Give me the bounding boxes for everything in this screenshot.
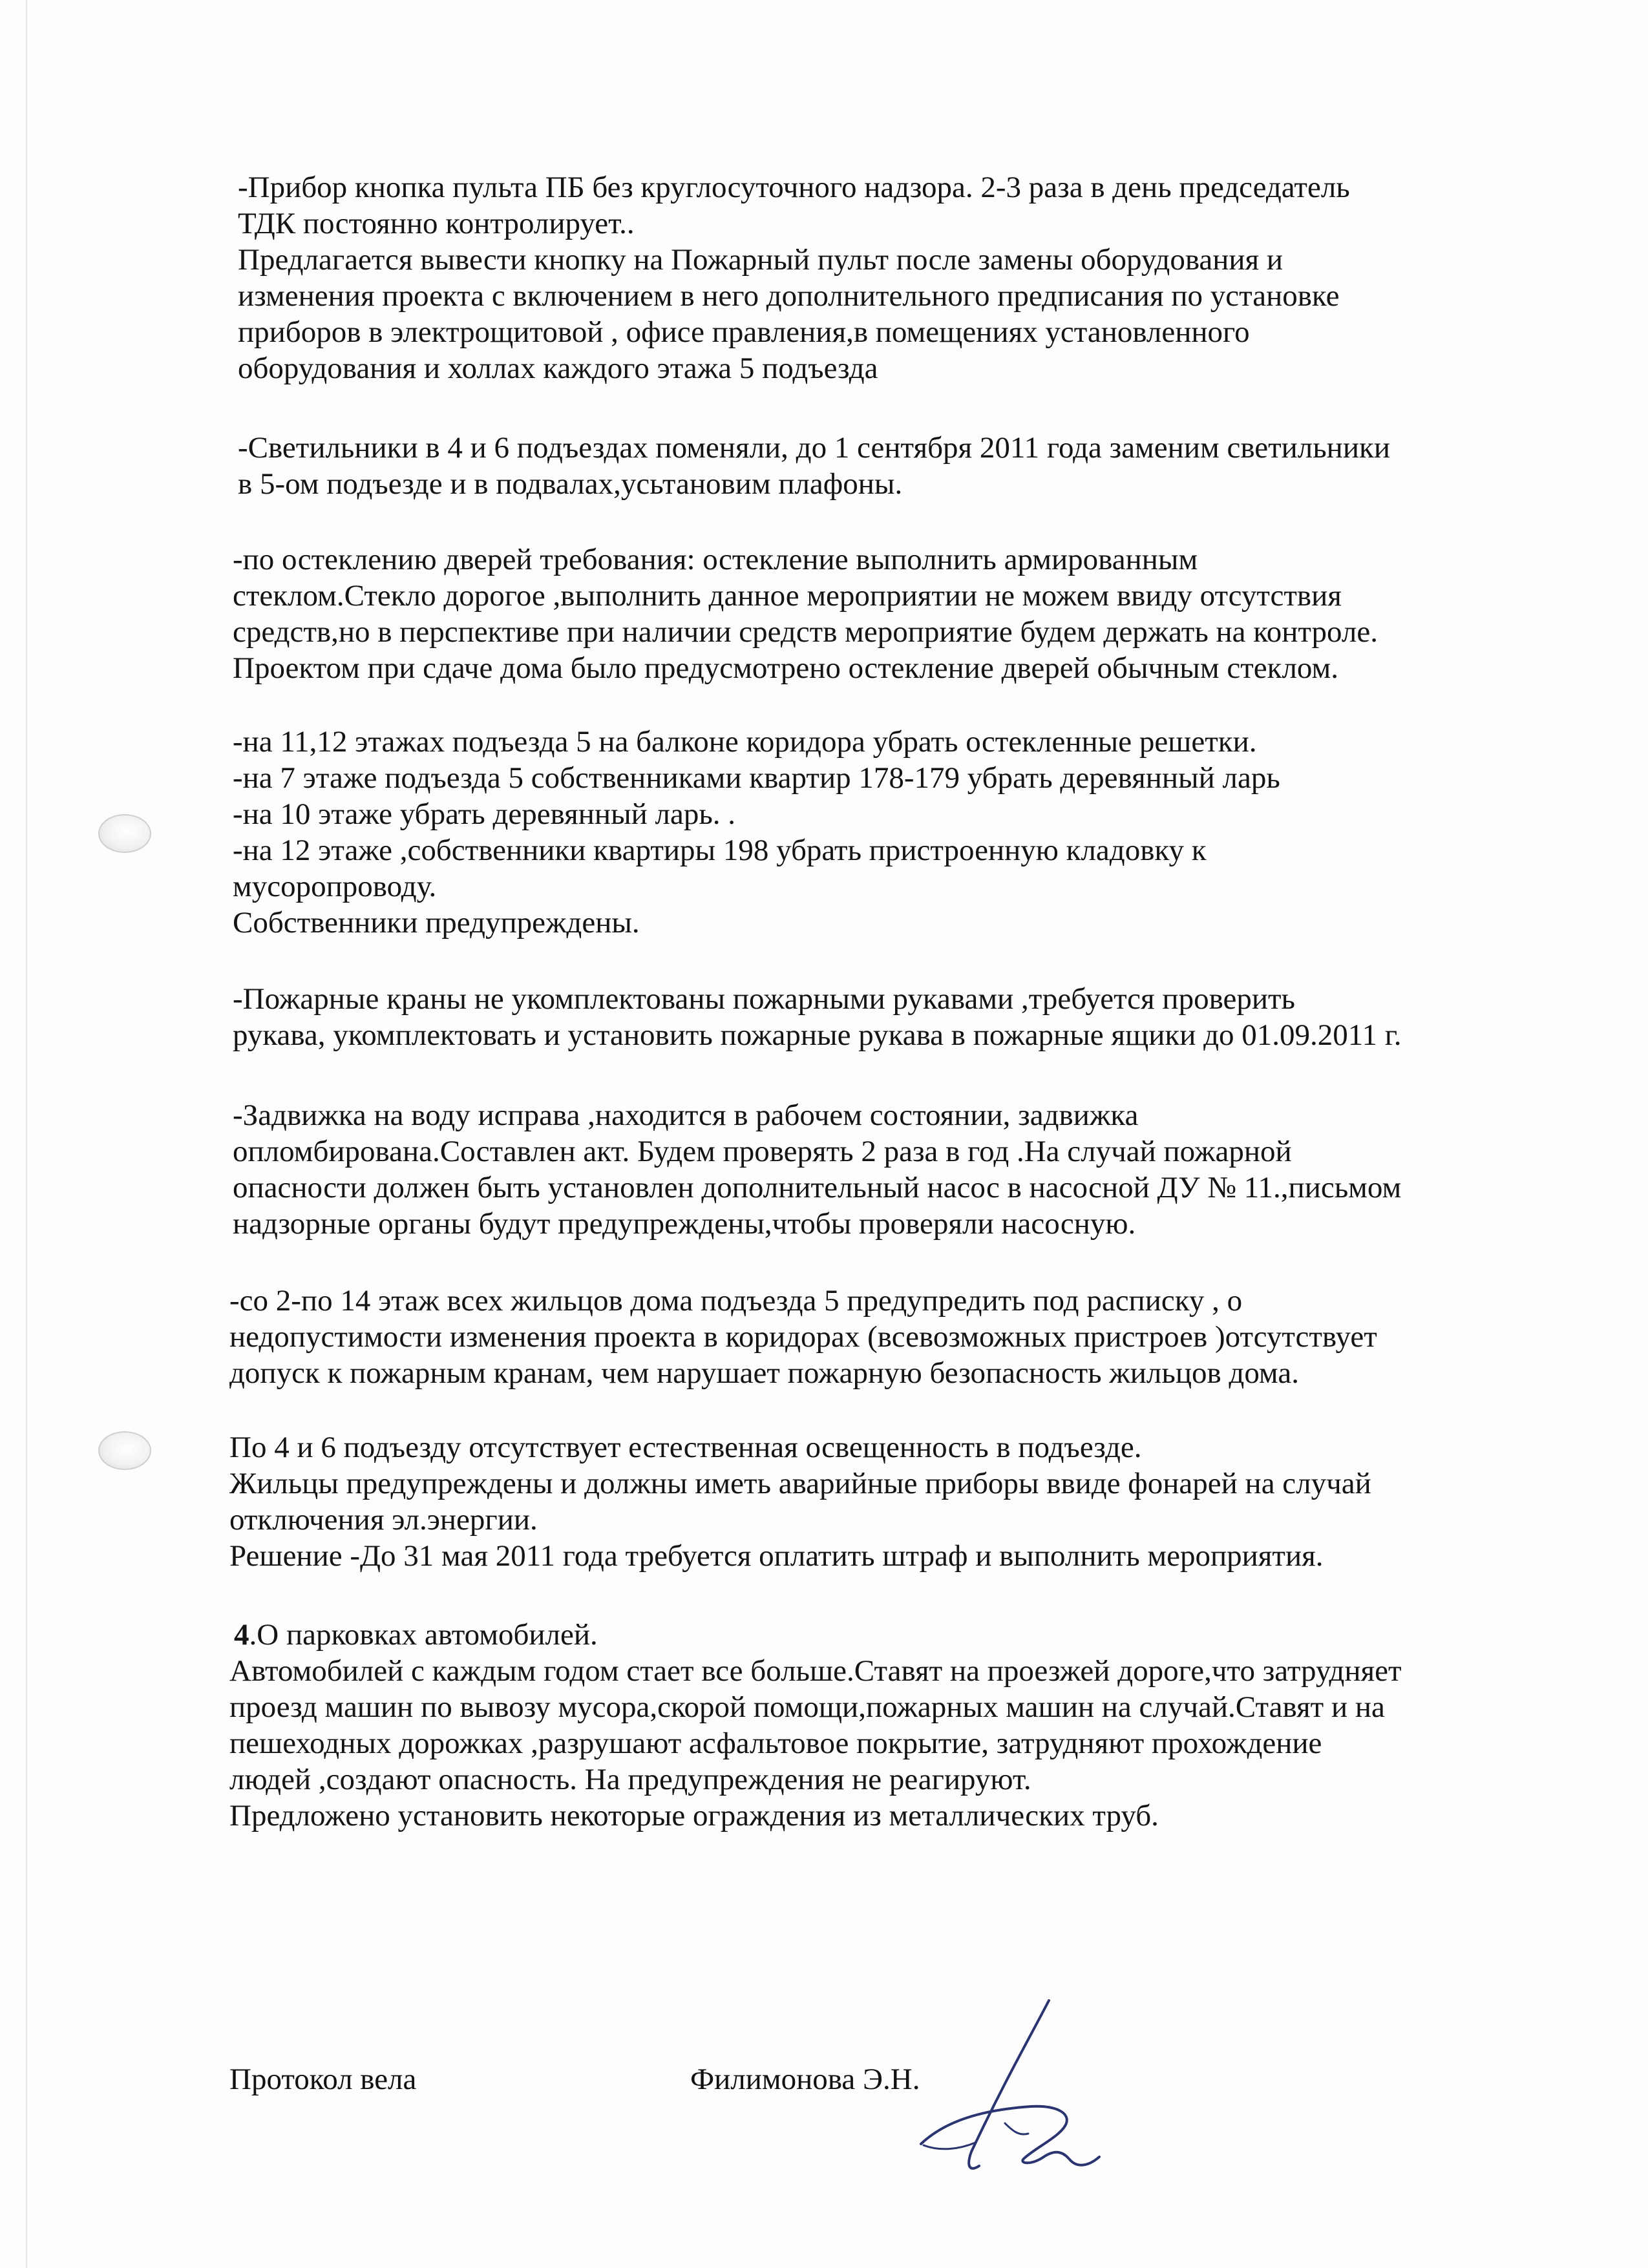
text-line: Собственники предупреждены. [233, 906, 640, 940]
section-title: О парковках автомобилей. [257, 1618, 598, 1652]
text-line: Жильцы предупреждены и должны иметь аварийные приборы ввиде фонарей на случай [229, 1467, 1371, 1500]
text-line: рукава, укомплектовать и установить пожарные рукава в пожарные ящики до 01.09.2011 г. [233, 1018, 1402, 1052]
section-heading: 4.О парковках автомобилей. [234, 1618, 598, 1652]
text-line: пешеходных дорожках ,разрушают асфальтовое покрытие, затрудняют прохождение [229, 1727, 1322, 1760]
text-line: -на 7 этаже подъезда 5 собственниками квартир 178-179 убрать деревянный ларь [233, 761, 1280, 795]
text-line: -по остеклению дверей требования: остекление выполнить армированным [233, 543, 1198, 576]
text-line: -Прибор кнопка пульта ПБ без круглосуточного надзора. 2-3 раза в день председатель [238, 171, 1350, 204]
text-line: мусоропроводу. [233, 870, 437, 903]
text-line: -Светильники в 4 и 6 подъездах поменяли, до 1 сентября 2011 года заменим светильники [238, 431, 1390, 465]
text-line: Предложено установить некоторые ограждения из металлических труб. [229, 1799, 1159, 1832]
punch-hole [98, 814, 151, 853]
text-line: опасности должен быть установлен дополнительный насос в насосной ДУ № 11.,письмом [233, 1171, 1402, 1204]
text-line: недопустимости изменения проекта в коридорах (всевозможных пристроев )отсутствует [229, 1320, 1377, 1354]
section-number: 4 [234, 1618, 249, 1652]
text-line: -со 2-по 14 этаж всех жильцов дома подъезда 5 предупредить под расписку , о [229, 1284, 1243, 1318]
text-line: Автомобилей с каждым годом стает все больше.Ставят на проезжей дороге,что затрудняет [229, 1654, 1402, 1688]
text-line: в 5-ом подъезде и в подвалах,усьтановим плафоны. [238, 467, 903, 501]
decision-line: Решение -До 31 мая 2011 года требуется оплатить штраф и выполнить мероприятия. [229, 1539, 1324, 1573]
secretary-name: Филимонова Э.Н. [690, 2063, 920, 2096]
text-line: допуск к пожарным кранам, чем нарушает пожарную безопасность жильцов дома. [229, 1356, 1299, 1390]
text-line: По 4 и 6 подъезду отсутствует естественная освещенность в подъезде. [229, 1431, 1142, 1464]
text-line: проезд машин по вывозу мусора,скорой помощи,пожарных машин на случай.Ставят и на [229, 1690, 1385, 1724]
text-line: -на 10 этаже убрать деревянный ларь. . [233, 797, 736, 831]
text-line: стеклом.Стекло дорогое ,выполнить данное мероприятии не можем ввиду отсутствия [233, 579, 1342, 613]
text-line: -Задвижка на воду исправа ,находится в рабочем состоянии, задвижка [233, 1098, 1139, 1132]
text-line: оборудования и холлах каждого этажа 5 подъезда [238, 352, 878, 385]
text-line: -Пожарные краны не укомплектованы пожарными рукавами ,требуется проверить [233, 982, 1295, 1016]
punch-hole [98, 1431, 151, 1470]
text-line: Проектом при сдаче дома было предусмотрено остекление дверей обычным стеклом. [233, 651, 1339, 685]
protocol-label: Протокол вела [229, 2063, 417, 2096]
text-line: отключения эл.энергии. [229, 1503, 538, 1537]
text-line: ТДК постоянно контролирует.. [238, 207, 635, 240]
text-line: -на 12 этаже ,собственники квартиры 198 убрать пристроенную кладовку к [233, 834, 1207, 867]
text-line: людей ,создают опасность. На предупреждения не реагируют. [229, 1763, 1031, 1796]
handwritten-signature [908, 1997, 1128, 2216]
text-line: опломбирована.Составлен акт. Будем проверять 2 раза в год .На случай пожарной [233, 1135, 1292, 1168]
text-line: средств,но в перспективе при наличии средств мероприятие будем держать на контроле. [233, 615, 1378, 649]
text-line: -на 11,12 этажах подъезда 5 на балконе коридора убрать остекленные решетки. [233, 725, 1257, 759]
text-line: изменения проекта с включением в него дополнительного предписания по установке [238, 279, 1340, 313]
text-line: надзорные органы будут предупреждены,чтобы проверяли насосную. [233, 1207, 1136, 1241]
text-line: Предлагается вывести кнопку на Пожарный пульт после замены оборудования и [238, 243, 1284, 277]
text-line: приборов в электрощитовой , офисе правления,в помещениях установленного [238, 315, 1250, 349]
